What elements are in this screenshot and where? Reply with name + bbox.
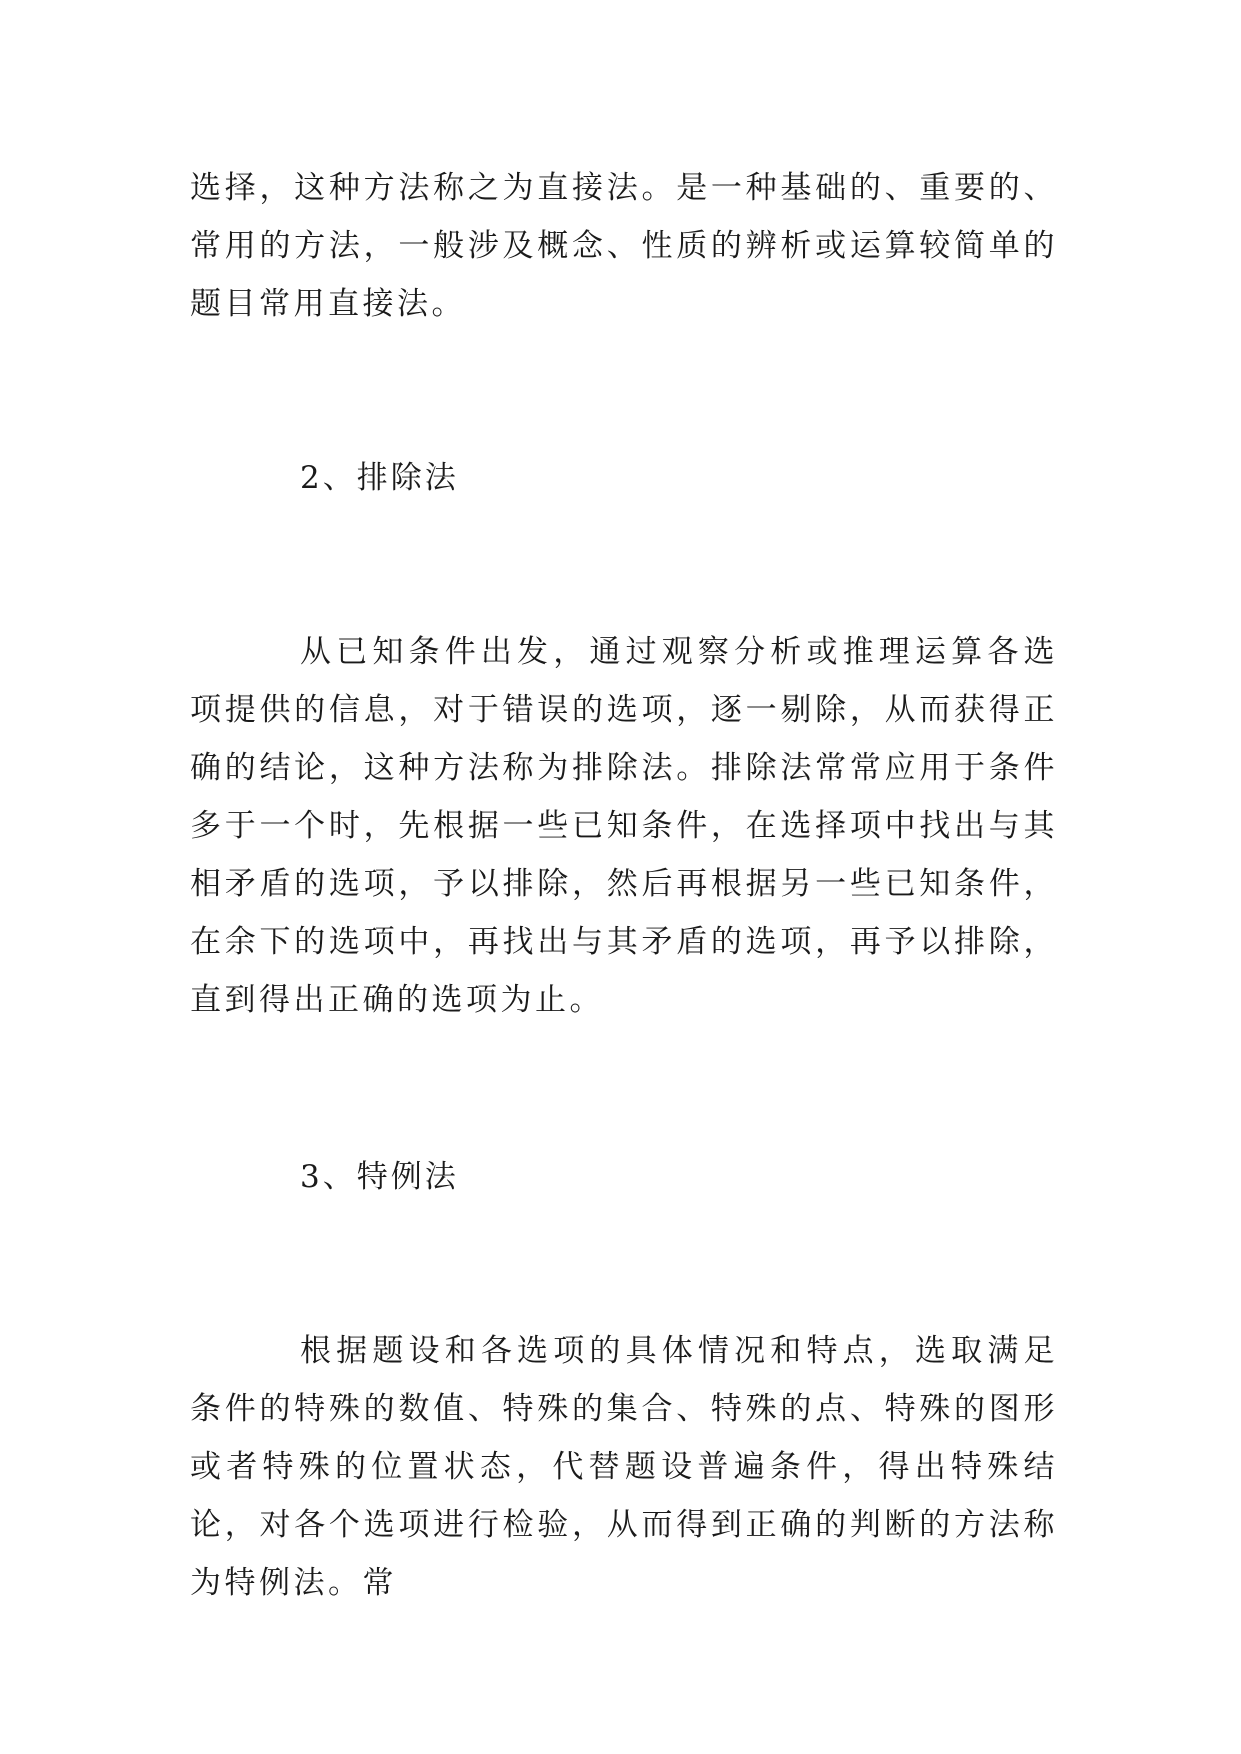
paragraph-elimination-method: 从已知条件出发，通过观察分析或推理运算各选项提供的信息，对于错误的选项，逐一剔除，从而获得正确的结论，这种方法称为排除法。排除法常常应用于条件多于一个时，先根据一些已知条件，在选择项中找出与其相矛盾的选项，予以排除，然后再根据另一些已知条件，在余下的选项中，再找出与其矛盾的选项，再予以排除，直到得出正确的选项为止。	[190, 634, 1058, 1018]
paragraph-special-case-method: 根据题设和各选项的具体情况和特点，选取满足条件的特殊的数值、特殊的集合、特殊的点、特殊的图形或者特殊的位置状态，代替题设普遍条件，得出特殊结论，对各个选项进行检验，从而得到正确的判断的方法称为特例法。常	[190, 1333, 1058, 1601]
paragraph-direct-method-continued: 选择，这种方法称之为直接法。是一种基础的、重要的、常用的方法，一般涉及概念、性质的辨析或运算较简单的题目常用直接法。	[190, 170, 1058, 322]
heading-special-case-method: 3、特例法	[300, 1159, 459, 1195]
heading-elimination-method: 2、排除法	[300, 460, 459, 496]
